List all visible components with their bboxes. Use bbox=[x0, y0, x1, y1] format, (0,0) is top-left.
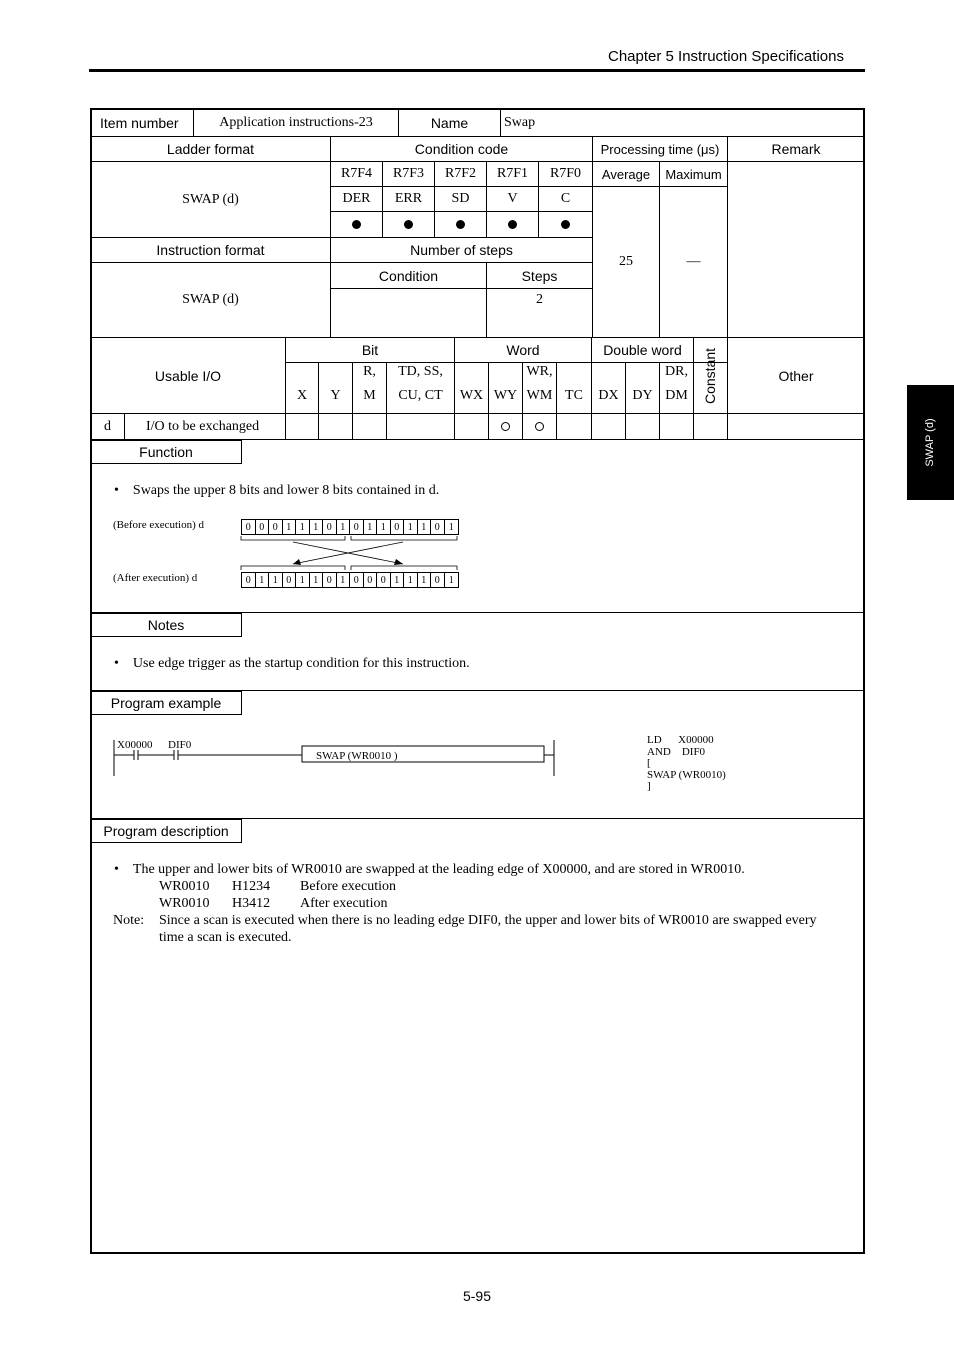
bit-cell: 0 bbox=[350, 520, 364, 534]
bit-cell: 1 bbox=[296, 573, 310, 587]
io-mark-cell bbox=[626, 414, 659, 439]
circle-icon bbox=[535, 422, 544, 431]
io-mark-cell bbox=[387, 414, 454, 439]
notes-bullet: • Use edge trigger as the startup condition for this instruction. bbox=[114, 656, 470, 671]
cc-name: V bbox=[507, 191, 518, 206]
maximum-value: — bbox=[686, 254, 701, 269]
cc-name: DER bbox=[342, 191, 371, 206]
cc-name: SD bbox=[451, 191, 470, 206]
notes-bullet-text: Use edge trigger as the startup condition for this instruction. bbox=[132, 656, 470, 671]
bit-cell: 0 bbox=[283, 573, 297, 587]
bit-label: Bit bbox=[361, 342, 379, 358]
bit-cell: 0 bbox=[323, 573, 337, 587]
io-mark-cell bbox=[523, 414, 556, 439]
name-label: Name bbox=[430, 115, 469, 131]
code-line: AND DIF0 bbox=[647, 745, 706, 758]
dot-icon bbox=[456, 220, 465, 229]
io-col-header-top bbox=[557, 363, 591, 381]
dot-icon bbox=[508, 220, 517, 229]
code-line: ] bbox=[647, 780, 651, 792]
cc-mark bbox=[487, 212, 538, 237]
bit-cell: 0 bbox=[256, 520, 270, 534]
condition-label: Condition bbox=[378, 267, 439, 284]
io-mark-cell bbox=[353, 414, 386, 439]
bit-cell: 0 bbox=[431, 573, 445, 587]
cc-register: R7F2 bbox=[444, 166, 477, 181]
cc-mark bbox=[435, 212, 486, 237]
cc-mark bbox=[383, 212, 434, 237]
io-col-header: DX bbox=[598, 388, 619, 403]
contact-dif0: DIF0 bbox=[168, 739, 192, 751]
bit-cell: 1 bbox=[310, 573, 324, 587]
bit-cell: 1 bbox=[337, 520, 351, 534]
code-line: LD X00000 bbox=[647, 734, 714, 746]
ladder-value: SWAP (d) bbox=[182, 191, 239, 207]
dot-icon bbox=[352, 220, 361, 229]
io-col-header: TC bbox=[565, 388, 583, 403]
bit-cell: 1 bbox=[256, 573, 270, 587]
page-number: 5-95 bbox=[462, 1288, 492, 1304]
io-col-header: WM bbox=[526, 388, 553, 403]
swap-instruction-box: SWAP (WR0010 ) bbox=[316, 750, 398, 762]
bit-cell: 1 bbox=[283, 520, 297, 534]
bit-cell: 1 bbox=[310, 520, 324, 534]
processing-time-label: Processing time (μs) bbox=[600, 141, 720, 157]
notes-title: Notes bbox=[91, 613, 242, 637]
cc-register: R7F3 bbox=[392, 166, 425, 181]
bit-cell: 0 bbox=[269, 520, 283, 534]
bit-cell: 0 bbox=[242, 520, 256, 534]
bit-cell: 1 bbox=[377, 520, 391, 534]
io-mark-cell bbox=[592, 414, 625, 439]
bit-cell: 1 bbox=[448, 574, 454, 586]
io-col-header-top bbox=[286, 363, 318, 381]
item-number-label: Item number bbox=[100, 115, 179, 131]
io-col-header: M bbox=[363, 388, 376, 403]
bit-cell: 1 bbox=[337, 573, 351, 587]
note-text: time a scan is executed. bbox=[159, 930, 292, 945]
bit-cell: 1 bbox=[448, 521, 454, 533]
io-col-header-top bbox=[455, 363, 488, 381]
mnemonic-code bbox=[647, 735, 726, 793]
cc-name: ERR bbox=[394, 191, 423, 206]
io-mark-cell bbox=[319, 414, 352, 439]
bit-cell: 0 bbox=[377, 573, 391, 587]
circle-icon bbox=[501, 422, 510, 431]
instruction-value: SWAP (d) bbox=[182, 292, 239, 307]
io-col-header-top bbox=[489, 363, 522, 381]
io-col-header-top: WR, bbox=[526, 364, 553, 379]
bit-cell: 1 bbox=[269, 573, 283, 587]
bit-cell: 1 bbox=[404, 520, 418, 534]
function-bullet-text: Swaps the upper 8 bits and lower 8 bits contained in d. bbox=[132, 483, 440, 498]
io-mark-cell bbox=[455, 414, 488, 439]
side-tab bbox=[907, 385, 954, 500]
io-col-header: DY bbox=[632, 388, 653, 403]
maximum-label: Maximum bbox=[665, 166, 722, 182]
description-bullet: • The upper and lower bits of WR0010 are swapped at the leading edge of X00000, and are stored in WR0010. bbox=[114, 862, 745, 877]
desc-row: WR0010 bbox=[159, 879, 210, 894]
bit-cell: 0 bbox=[431, 520, 445, 534]
bit-cell: 1 bbox=[391, 573, 405, 587]
chapter-header: Chapter 5 Instruction Specifications bbox=[608, 48, 844, 65]
io-mark-cell bbox=[557, 414, 591, 439]
note-text: Since a scan is executed when there is no leading edge DIF0, the upper and lower bits of WR0010 are swapped every bbox=[159, 913, 817, 928]
contact-x00000: X00000 bbox=[117, 739, 153, 751]
swap-arrows-diagram bbox=[235, 534, 470, 574]
desc-row: H3412 bbox=[232, 896, 271, 911]
io-col-header-top bbox=[626, 363, 659, 381]
after-label: (After execution) d bbox=[113, 572, 198, 584]
bit-cell: 1 bbox=[418, 573, 432, 587]
before-bits bbox=[241, 519, 459, 535]
item-number-value: Application instructions-23 bbox=[219, 115, 373, 130]
bit-cell: 1 bbox=[296, 520, 310, 534]
io-mark-cell bbox=[489, 414, 522, 439]
bit-cell: 1 bbox=[418, 520, 432, 534]
bit-cell: 0 bbox=[323, 520, 337, 534]
condition-code-label: Condition code bbox=[414, 141, 509, 157]
io-col-header: WX bbox=[459, 388, 484, 403]
constant-label-text: Constant bbox=[702, 347, 719, 404]
ladder-format-label: Ladder format bbox=[166, 141, 255, 157]
double-word-label: Double word bbox=[603, 342, 682, 358]
io-mark-cell bbox=[286, 414, 318, 439]
cc-mark bbox=[539, 212, 592, 237]
io-col-header: WY bbox=[493, 388, 518, 403]
description-bullet-text: The upper and lower bits of WR0010 are swapped at the leading edge of X00000, and are stored in WR0010. bbox=[132, 862, 745, 877]
steps-value: 2 bbox=[536, 292, 543, 307]
remark-label: Remark bbox=[771, 141, 821, 157]
header-rule bbox=[89, 69, 865, 72]
side-tab-label: SWAP (d) bbox=[924, 418, 936, 467]
io-col-header-top: R, bbox=[363, 364, 376, 379]
name-value: Swap bbox=[504, 115, 536, 130]
bit-cell: 0 bbox=[350, 573, 364, 587]
bit-cell: 1 bbox=[364, 520, 378, 534]
instruction-format-label: Instruction format bbox=[156, 242, 265, 258]
io-col-header: Y bbox=[330, 388, 341, 403]
io-col-header: DM bbox=[665, 388, 688, 403]
param-name: d bbox=[104, 418, 111, 434]
code-line: [ bbox=[647, 757, 651, 769]
dot-icon bbox=[561, 220, 570, 229]
desc-row: WR0010 bbox=[159, 896, 210, 911]
cc-register: R7F1 bbox=[496, 166, 529, 181]
code-line: SWAP (WR0010) bbox=[647, 768, 726, 781]
before-label: (Before execution) d bbox=[113, 519, 205, 531]
after-bits bbox=[241, 572, 459, 588]
io-col-header-top bbox=[319, 363, 352, 381]
desc-row: After execution bbox=[300, 896, 388, 911]
io-col-header: X bbox=[296, 388, 308, 403]
number-of-steps-label: Number of steps bbox=[410, 242, 513, 258]
io-mark-cell bbox=[660, 414, 693, 439]
bit-cell: 0 bbox=[391, 520, 405, 534]
other-label: Other bbox=[778, 367, 814, 384]
word-label: Word bbox=[506, 342, 540, 358]
desc-row: Before execution bbox=[300, 879, 397, 894]
average-value: 25 bbox=[619, 254, 633, 269]
dot-icon bbox=[404, 220, 413, 229]
program-description-title: Program description bbox=[91, 819, 242, 843]
io-col-header-top: DR, bbox=[665, 364, 688, 379]
bit-cell: 0 bbox=[242, 573, 256, 587]
bit-cell: 0 bbox=[364, 573, 378, 587]
bit-cell: 1 bbox=[404, 573, 418, 587]
average-label: Average bbox=[601, 166, 651, 182]
note-label: Note: bbox=[113, 913, 145, 928]
io-col-header: CU, CT bbox=[398, 388, 443, 403]
cc-name: C bbox=[560, 191, 571, 206]
constant-label bbox=[694, 338, 727, 413]
cc-mark bbox=[331, 212, 382, 237]
program-example-title: Program example bbox=[91, 691, 242, 715]
cc-register: R7F0 bbox=[549, 166, 582, 181]
rule bbox=[727, 136, 728, 337]
io-col-header-top bbox=[592, 363, 625, 381]
io-col-header-top: TD, SS, bbox=[398, 364, 443, 379]
param-description: I/O to be exchanged bbox=[146, 418, 260, 434]
steps-label: Steps bbox=[521, 267, 558, 284]
desc-row: H1234 bbox=[232, 879, 271, 894]
usable-io-label: Usable I/O bbox=[154, 367, 222, 384]
function-bullet: • Swaps the upper 8 bits and lower 8 bits contained in d. bbox=[114, 483, 440, 498]
function-title: Function bbox=[91, 440, 242, 464]
cc-register: R7F4 bbox=[340, 166, 373, 181]
